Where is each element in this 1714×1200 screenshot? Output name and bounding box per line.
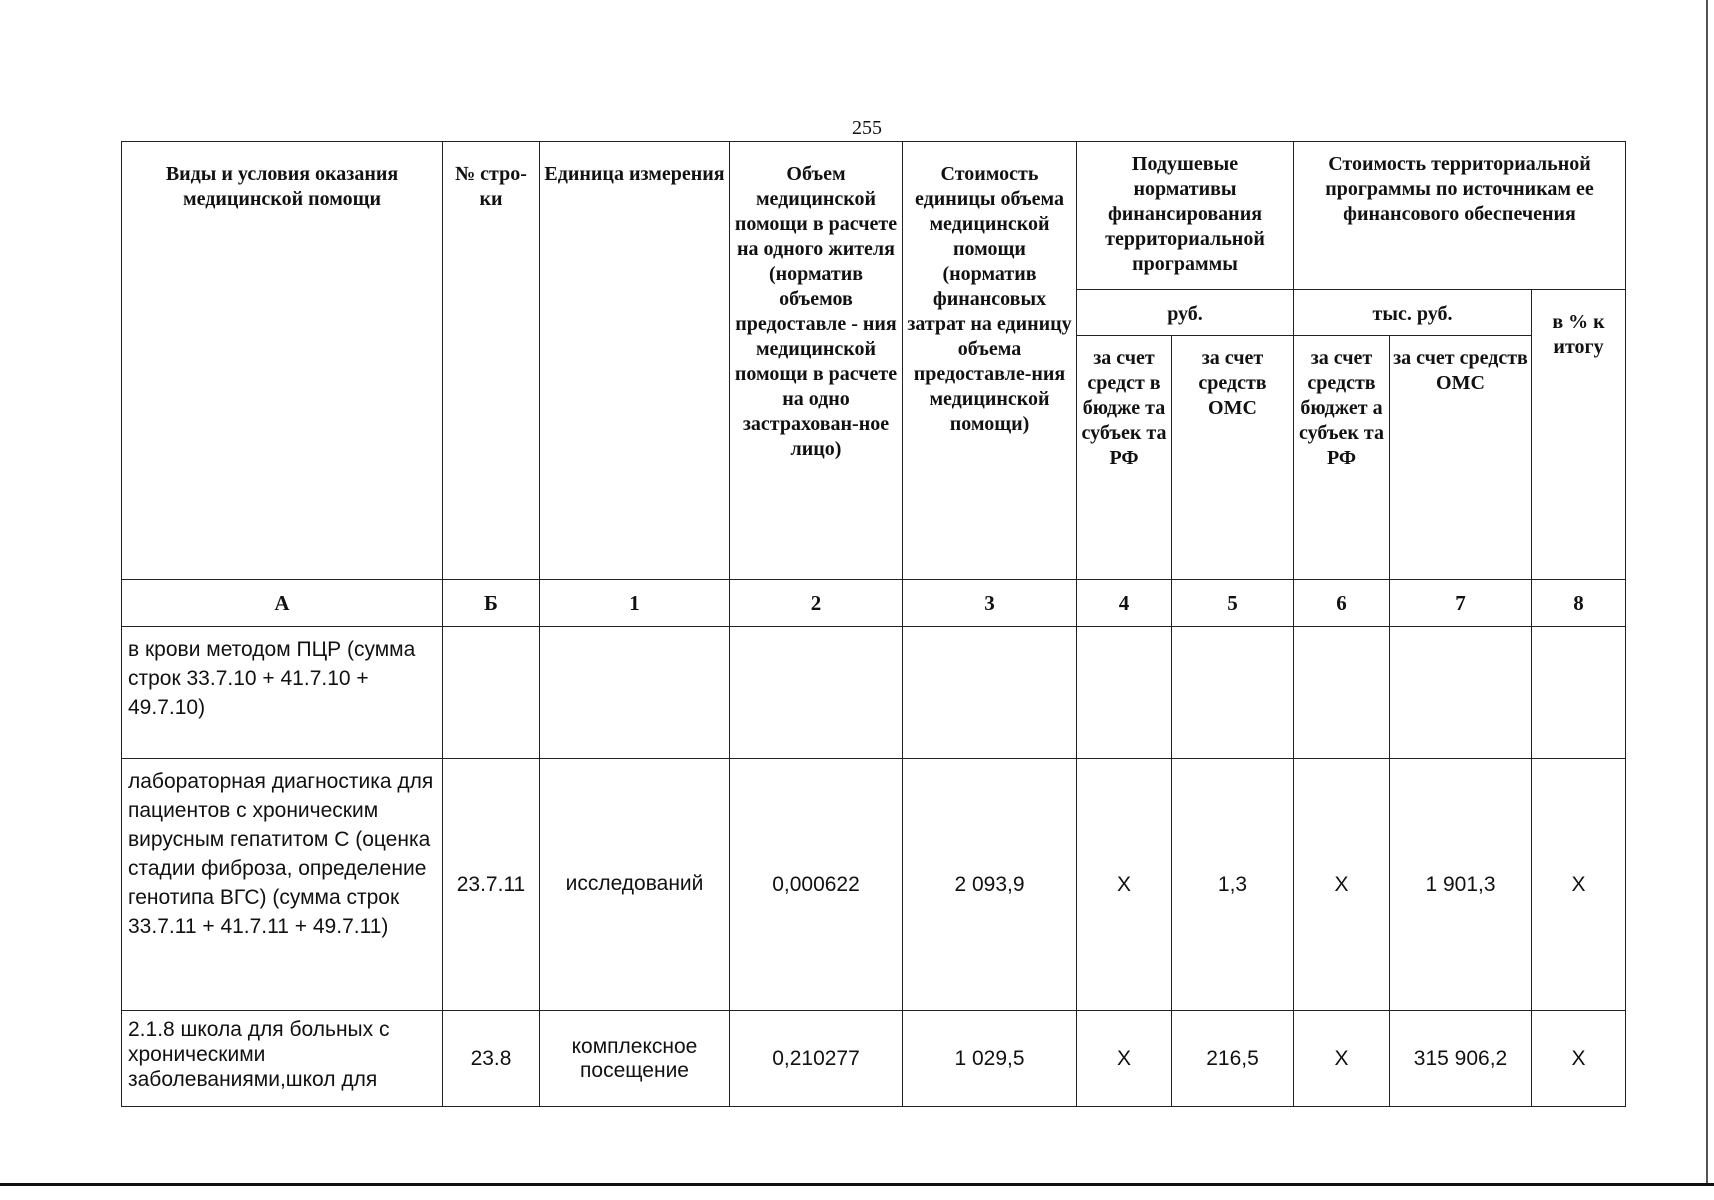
row-volume bbox=[730, 627, 903, 759]
header-care-type: Виды и условия оказания медицинской помощи bbox=[122, 142, 443, 580]
header-line-number: № стро-ки bbox=[443, 142, 540, 580]
row-unit-cost: 1 029,5 bbox=[903, 1011, 1077, 1107]
table-row bbox=[122, 627, 1626, 759]
row-oms-thousand bbox=[1390, 627, 1532, 759]
header-budget-thousand: за счет средств бюджет а субъек та РФ bbox=[1294, 336, 1390, 580]
row-oms-thousand: 1 901,3 bbox=[1390, 759, 1532, 1011]
column-index: 1 bbox=[540, 580, 730, 627]
header-unit-thousand-rub: тыс. руб. bbox=[1294, 290, 1532, 336]
row-line-number: 23.8 bbox=[443, 1011, 540, 1107]
row-budget-rub: X bbox=[1077, 1011, 1172, 1107]
row-budget-thousand: X bbox=[1294, 1011, 1390, 1107]
row-volume: 0,000622 bbox=[730, 759, 903, 1011]
row-unit: исследований bbox=[540, 759, 730, 1011]
row-percent: X bbox=[1532, 759, 1626, 1011]
row-budget-rub bbox=[1077, 627, 1172, 759]
row-budget-rub: X bbox=[1077, 759, 1172, 1011]
row-care-type: 2.1.8 школа для больных с хроническими заболеваниями,школ для bbox=[122, 1011, 443, 1107]
header-oms-thousand: за счет средств ОМС bbox=[1390, 336, 1532, 580]
header-row-1 bbox=[122, 142, 1626, 290]
table-row bbox=[122, 1011, 1626, 1107]
row-oms-rub: 216,5 bbox=[1172, 1011, 1294, 1107]
column-index: 7 bbox=[1390, 580, 1532, 627]
row-unit-cost bbox=[903, 627, 1077, 759]
row-care-type: лабораторная диагностика для пациентов с хроническим вирусным гепатитом С (оценка стадии фиброза, определение генотипа ВГС) (сумма строк 33.7.11 + 41.7.11 + 49.7.11) bbox=[122, 759, 443, 1011]
row-line-number: 23.7.11 bbox=[443, 759, 540, 1011]
row-unit bbox=[540, 627, 730, 759]
row-line-number bbox=[443, 627, 540, 759]
row-percent: X bbox=[1532, 1011, 1626, 1107]
column-index: 8 bbox=[1532, 580, 1626, 627]
column-index: Б bbox=[443, 580, 540, 627]
column-index: 4 bbox=[1077, 580, 1172, 627]
row-unit-cost: 2 093,9 bbox=[903, 759, 1077, 1011]
header-unit-cost: Стоимость единицы объема медицинской помощи (норматив финансовых затрат на единицу объема предоставле-ния медицинской помощи) bbox=[903, 142, 1077, 580]
column-index: А bbox=[122, 580, 443, 627]
row-oms-thousand: 315 906,2 bbox=[1390, 1011, 1532, 1107]
row-budget-thousand bbox=[1294, 627, 1390, 759]
territorial-program-table bbox=[121, 141, 1626, 1107]
header-oms-rub: за счет средств ОМС bbox=[1172, 336, 1294, 580]
header-unit: Единица измерения bbox=[540, 142, 730, 580]
row-budget-thousand: X bbox=[1294, 759, 1390, 1011]
header-percent: в % к итогу bbox=[1532, 290, 1626, 580]
column-index: 5 bbox=[1172, 580, 1294, 627]
row-volume: 0,210277 bbox=[730, 1011, 903, 1107]
column-index: 2 bbox=[730, 580, 903, 627]
scan-edge-right bbox=[1706, 0, 1708, 1183]
page-number: 255 bbox=[852, 117, 882, 139]
row-oms-rub bbox=[1172, 627, 1294, 759]
header-volume: Объем медицинской помощи в расчете на одного жителя (норматив объемов предоставле - ния медицинской помощи в расчете на одно застрахован-ное лицо) bbox=[730, 142, 903, 580]
header-budget-rub: за счет средст в бюдже та субъек та РФ bbox=[1077, 336, 1172, 580]
table-row bbox=[122, 759, 1626, 1011]
row-unit: комплексное посещение bbox=[540, 1011, 730, 1107]
column-index: 6 bbox=[1294, 580, 1390, 627]
row-percent bbox=[1532, 627, 1626, 759]
row-care-type: в крови методом ПЦР (сумма строк 33.7.10 + 41.7.10 + 49.7.10) bbox=[122, 627, 443, 759]
row-oms-rub: 1,3 bbox=[1172, 759, 1294, 1011]
header-unit-rub: руб. bbox=[1077, 290, 1294, 336]
header-per-capita-group: Подушевые нормативы финансирования территориальной программы bbox=[1077, 142, 1294, 290]
column-index: 3 bbox=[903, 580, 1077, 627]
scan-edge-bottom bbox=[0, 1183, 1714, 1186]
header-program-cost-group: Стоимость территориальной программы по источникам ее финансового обеспечения bbox=[1294, 142, 1626, 290]
column-index-row bbox=[122, 580, 1626, 627]
